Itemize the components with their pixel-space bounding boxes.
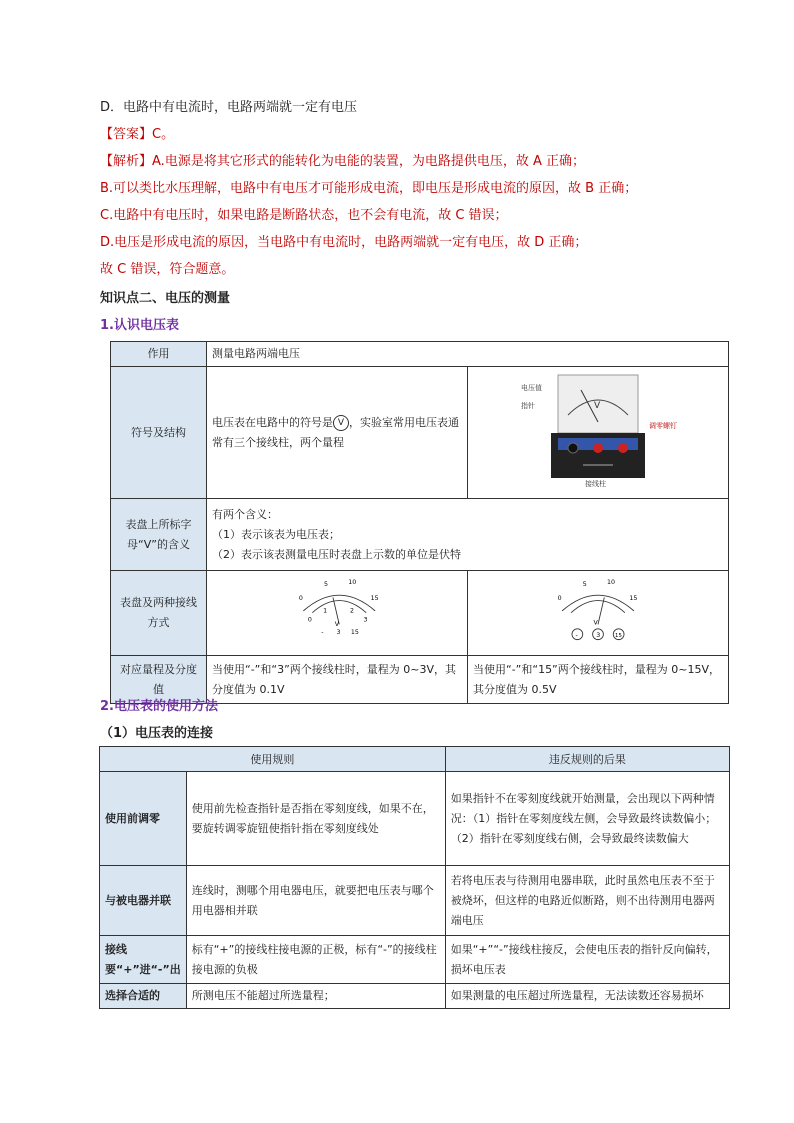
answer-text: C。: [152, 127, 175, 142]
analysis-line-1: [100, 150, 585, 169]
usage-table: [99, 746, 730, 1009]
row-symbol-label: 符号及结构: [111, 367, 207, 499]
svg-text:15: 15: [629, 594, 638, 602]
dial-right-icon: [473, 575, 723, 645]
label-zero: 调零螺钉: [649, 422, 677, 430]
analysis-line-4: D.电压是形成电流的原因，当电路中有电流时，电路两端就一定有电压，故 D 正确；: [100, 235, 588, 250]
rule-label-1: 与被电器并联: [100, 866, 187, 936]
svg-text:3: 3: [596, 631, 601, 639]
option-d: D．电路中有电流时，电路两端就一定有电压: [100, 100, 358, 115]
letter-line-1: （1）表示该表为电压表；: [212, 527, 340, 541]
symbol-text-b: ，实验室常用电压表通常有三个接线柱，两个量程: [212, 415, 459, 449]
label-terminal: 接线柱: [585, 480, 606, 488]
svg-text:-: -: [575, 631, 578, 639]
svg-text:15: 15: [350, 628, 359, 636]
svg-text:0: 0: [557, 594, 562, 602]
svg-text:5: 5: [323, 580, 328, 588]
svg-text:3: 3: [336, 628, 341, 636]
svg-text:3: 3: [363, 616, 368, 624]
letter-line-2: （2）表示该表测量电压时表盘上示数的单位是伏特: [212, 547, 461, 561]
voltmeter-table: [110, 341, 729, 704]
answer-tag: 【答案】: [100, 127, 153, 142]
analysis-tag: 【解析】: [100, 154, 153, 169]
svg-text:V: V: [594, 401, 601, 411]
row-letter-label: 表盘上所标字母“V”的含义: [111, 499, 207, 571]
svg-text:5: 5: [582, 580, 587, 588]
rule-text-2: 标有“+”的接线柱接电源的正极，标有“-”的接线柱接电源的负极: [186, 936, 445, 984]
header-result: 违反规则的后果: [445, 747, 729, 772]
answer-line: [100, 123, 174, 142]
analysis-text-1: A.电源是将其它形式的能转化为电能的装置，为电路提供电压，故 A 正确；: [152, 154, 585, 169]
dial-right-cell: [468, 571, 729, 656]
svg-text:0: 0: [307, 616, 312, 624]
rule-result-3: 如果测量的电压超过所选量程，无法读数还容易损坏: [445, 984, 729, 1009]
rule-label-3: 选择合适的: [100, 984, 187, 1009]
svg-text:15: 15: [370, 594, 379, 602]
label-pointer: 指针: [521, 402, 535, 410]
voltmeter-photo-icon: [473, 369, 723, 489]
header-rules: 使用规则: [100, 747, 446, 772]
subheading-1: 1.认识电压表: [100, 318, 179, 333]
analysis-line-2: B.可以类比水压理解，电路中有电压才可能形成电流，即电压是形成电流的原因，故 B 正确；: [100, 181, 638, 196]
section-heading: 知识点二、电压的测量: [100, 291, 231, 306]
subheading-2: 2.电压表的使用方法: [100, 699, 218, 714]
svg-text:10: 10: [348, 578, 357, 586]
svg-text:10: 10: [606, 578, 615, 586]
svg-text:-: -: [321, 628, 324, 636]
row-symbol-text: [207, 367, 468, 499]
svg-text:2: 2: [350, 607, 355, 615]
symbol-text-a: 电压表在电路中的符号是: [212, 415, 333, 429]
dial-left-cell: [207, 571, 468, 656]
svg-text:1: 1: [323, 607, 328, 615]
row-dial-label: 表盘及两种接线方式: [111, 571, 207, 656]
svg-text:15: 15: [615, 632, 622, 639]
analysis-line-5: 故 C 错误，符合题意。: [100, 262, 235, 277]
svg-text:V: V: [334, 620, 340, 628]
range-left: 当使用“-”和“3”两个接线柱时，量程为 0~3V，其分度值为 0.1V: [207, 656, 468, 704]
label-dial: 电压值: [521, 384, 542, 392]
svg-text:0: 0: [298, 594, 303, 602]
rule-text-1: 连线时，测哪个用电器电压，就要把电压表与哪个用电器相并联: [186, 866, 445, 936]
letter-line-0: 有两个含义：: [212, 507, 278, 521]
row-letter-value: [207, 499, 729, 571]
range-right: 当使用“-”和“15”两个接线柱时，量程为 0~15V，其分度值为 0.5V: [468, 656, 729, 704]
rule-result-1: 若将电压表与待测用电器串联，此时虽然电压表不至于被烧坏，但这样的电路近似断路，则不出待测用电器两端电压: [445, 866, 729, 936]
rule-text-0: 使用前先检查指针是否指在零刻度线，如果不在，要旋转调零旋钮使指针指在零刻度线处: [186, 772, 445, 866]
row-function-label: 作用: [111, 342, 207, 367]
voltmeter-photo-cell: [468, 367, 729, 499]
row-range-label: 对应量程及分度值: [111, 656, 207, 704]
rule-text-3: 所测电压不能超过所选量程；: [186, 984, 445, 1009]
voltmeter-symbol-icon: V: [333, 415, 349, 431]
row-function-value: 测量电路两端电压: [207, 342, 729, 367]
svg-text:V: V: [593, 618, 598, 626]
rule-label-0: 使用前调零: [100, 772, 187, 866]
subheading-2-1: （1）电压表的连接: [100, 726, 214, 741]
rule-label-2: 接线要“+”进“-”出: [100, 936, 187, 984]
dial-left-icon: [212, 575, 462, 645]
rule-result-2: 如果“+”“-”接线柱接反，会使电压表的指针反向偏转，损坏电压表: [445, 936, 729, 984]
rule-result-0: 如果指针不在零刻度线就开始测量，会出现以下两种情况：（1）指针在零刻度线左侧，会导致最终读数偏小；（2）指针在零刻度线右侧，会导致最终读数偏大: [445, 772, 729, 866]
analysis-line-3: C.电路中有电压时，如果电路是断路状态，也不会有电流，故 C 错误；: [100, 208, 508, 223]
